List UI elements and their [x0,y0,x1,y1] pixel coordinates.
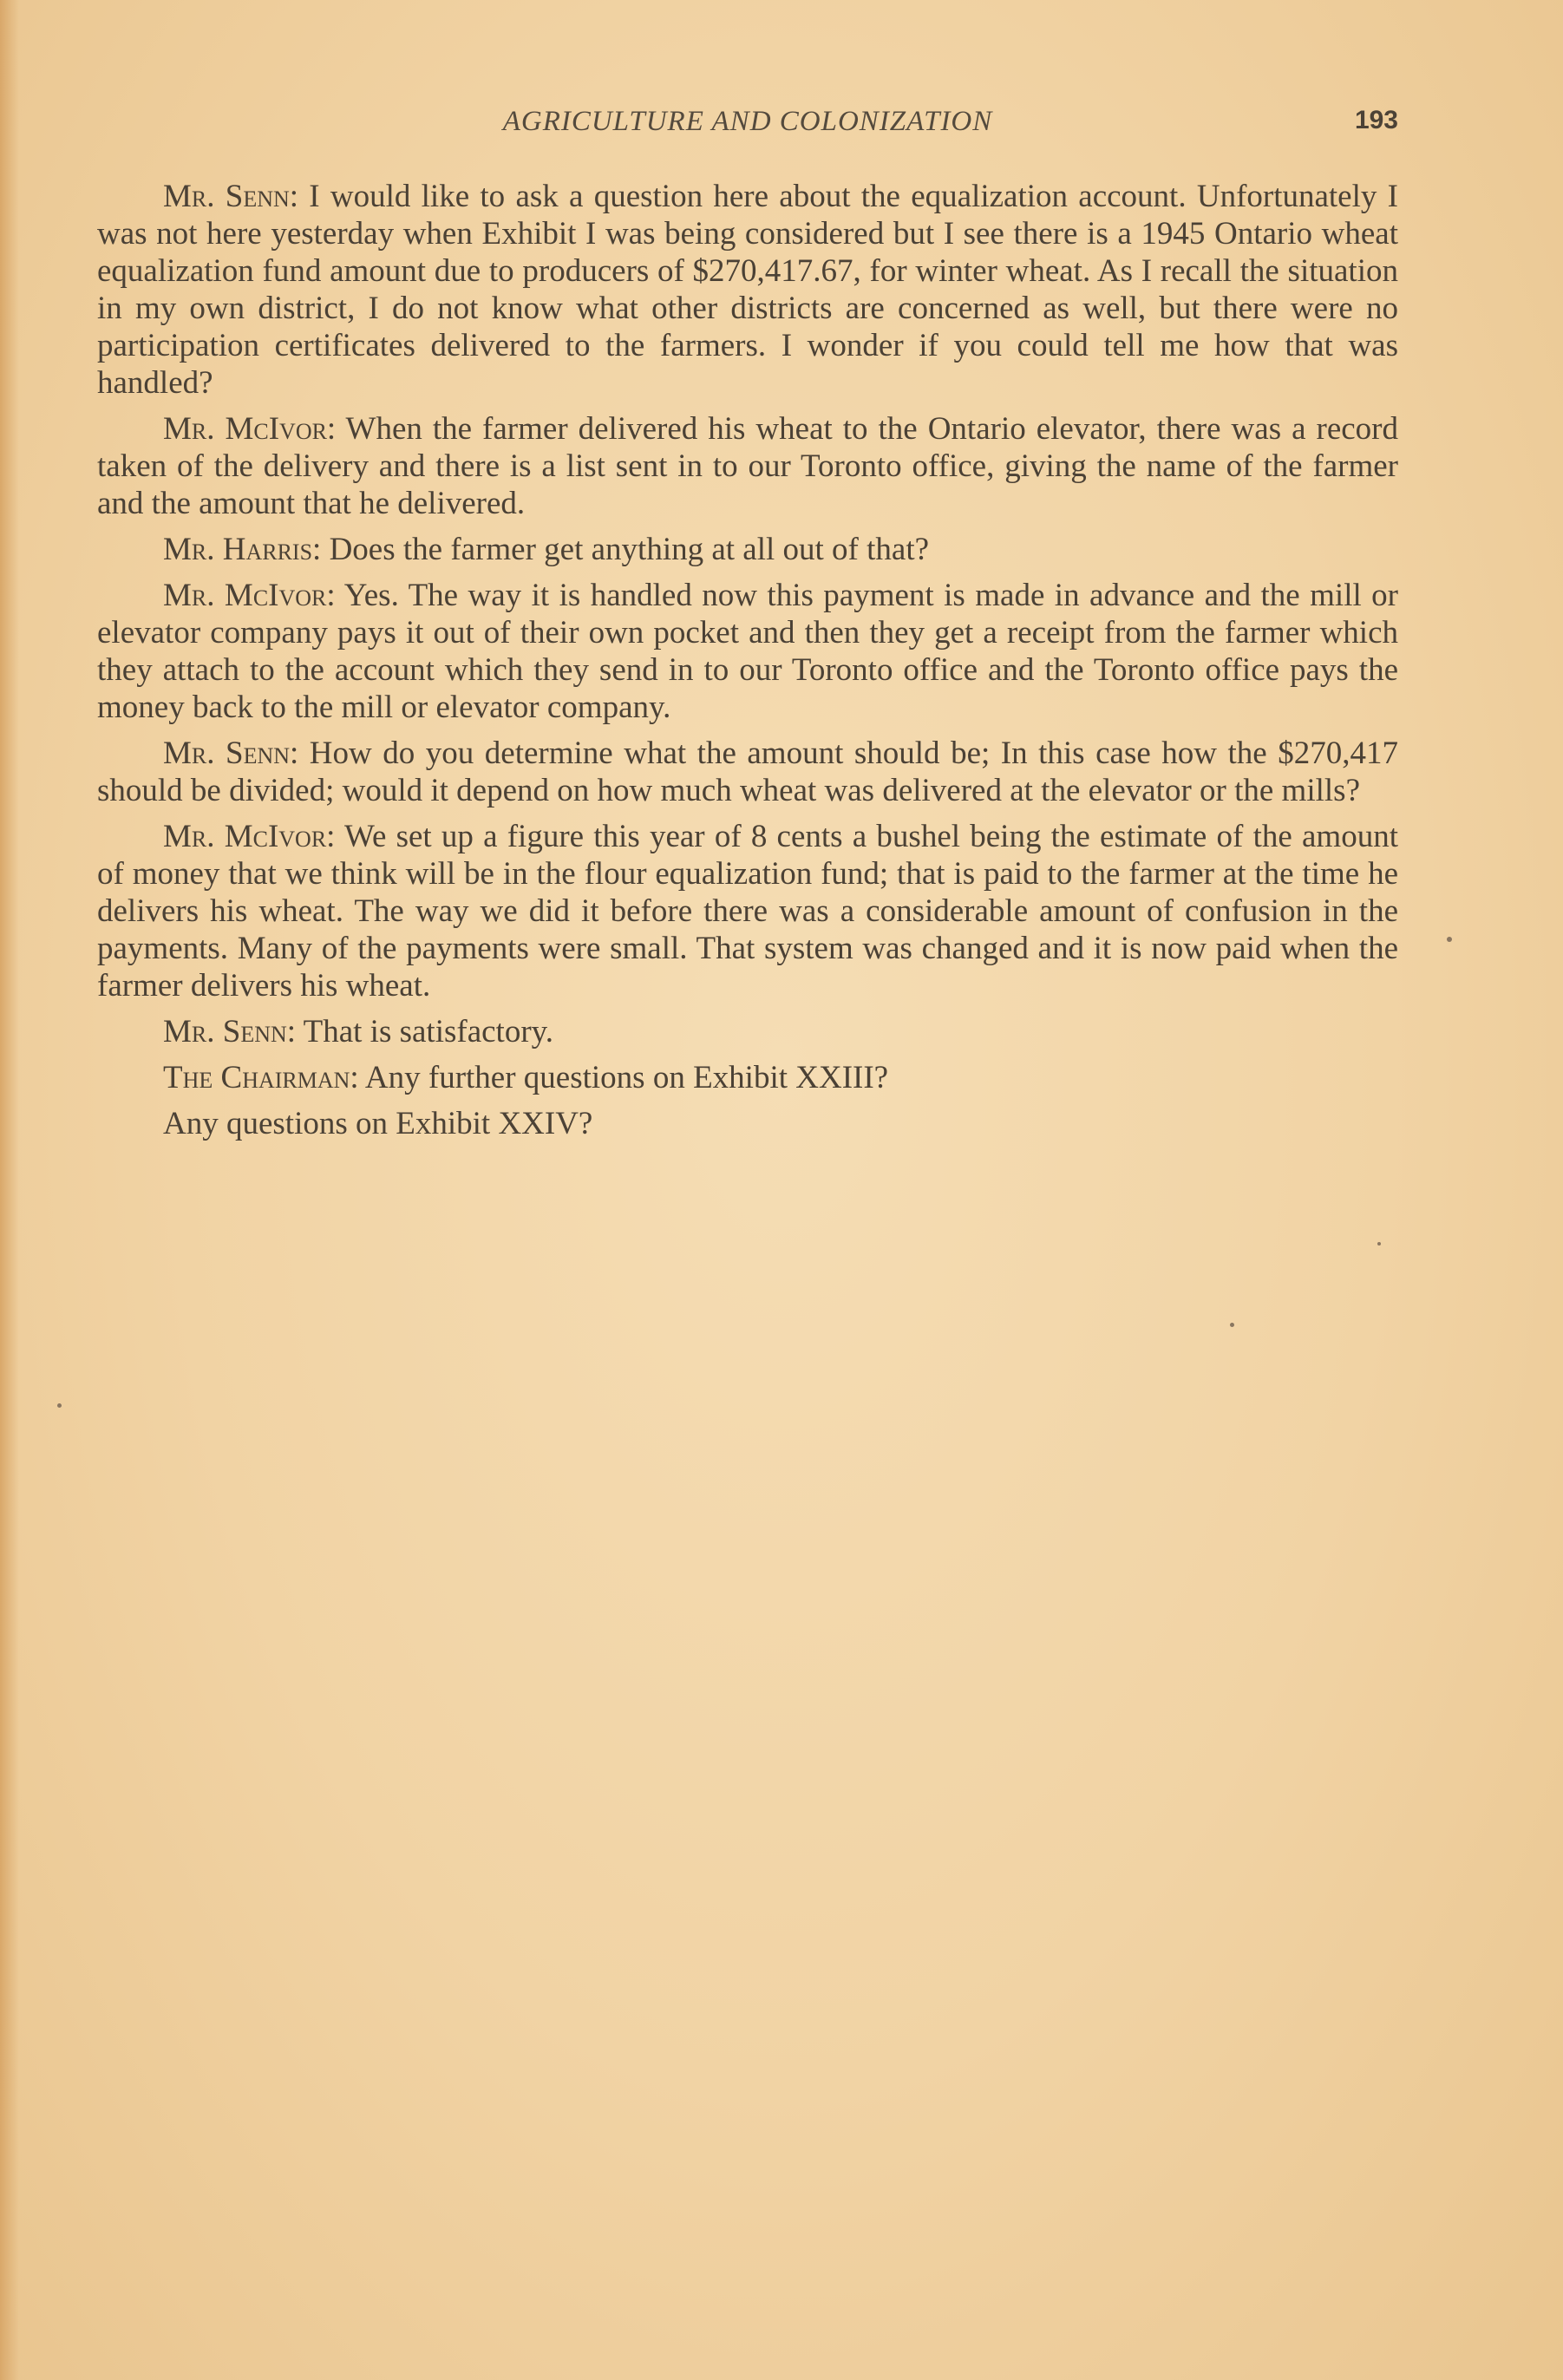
speech-text: When the farmer delivered his wheat to the Ontario elevator, there was a record taken of the delivery and there is a list sent in to our Toronto office, giving the name of the farmer and the amount that he delivered. [97,411,1398,521]
paragraph [97,1013,1398,1050]
running-head: AGRICULTURE AND COLONIZATION [502,106,993,137]
speech-text: Does the farmer get anything at all out of that? [321,532,930,567]
paragraph [97,735,1398,809]
page-number: 193 [1354,106,1398,134]
speech-text: We set up a figure this year of 8 cents a bushel being the estimate of the amount of money that we think will be in the flour equalization fund; that is paid to the farmer at the time he delivers his wheat. The way we did it before there was a considerable amount of confusion in the payments. Many of the payments were small. That system was changed and it is now paid when the farmer delivers his wheat. [97,819,1398,1004]
paragraph [97,531,1398,568]
paragraph [97,1059,1398,1096]
page-header [97,106,1398,149]
paragraph [97,1105,1398,1142]
speech-text: Any further questions on Exhibit XXIII? [358,1060,889,1095]
speaker-name: Mr. Harris: [163,532,322,567]
speech-text: That is satisfactory. [296,1014,554,1049]
speaker-name: The Chairman: [163,1060,359,1095]
speaker-name: Mr. McIvor: [163,411,337,447]
transcript-body [97,178,1398,1151]
paragraph [97,178,1398,402]
paragraph [97,577,1398,726]
paper-speck [1447,937,1452,942]
speech-text: How do you determine what the amount should be; In this case how the $270,417 should be divided; would it depend on how much wheat was delivered at the elevator or the mills? [97,736,1398,808]
speaker-name: Mr. Senn: [163,736,299,771]
speaker-name: Mr. Senn: [163,1014,297,1049]
speech-text: I would like to ask a question here about the equalization account. Unfortunately I was not here yesterday when Exhibit I was being considered but I see there is a 1945 Ontario wheat equalization fund amount due to producers of $270,417.67, for winter wheat. As I recall the situation in my own district, I do not know what other districts are concerned as well, but there were no participation certificates delivered to the farmers. I wonder if you could tell me how that was handled? [97,179,1398,401]
paper-speck [1377,1242,1381,1246]
page-edge-shadow [0,0,19,2380]
paper-speck [57,1403,62,1408]
paper-speck [1230,1323,1234,1327]
speech-text: Yes. The way it is handled now this payment is made in advance and the mill or elevator company pays it out of their own pocket and then they get a receipt from the farmer which they attach to the account which they send in to our Toronto office and the Toronto office pays the money back to the mill or elevator company. [97,578,1399,725]
paragraph [97,410,1398,522]
speaker-name: Mr. McIvor: [163,578,336,613]
speaker-name: Mr. Senn: [163,179,299,214]
paragraph [97,818,1398,1004]
speech-text: Any questions on Exhibit XXIV? [163,1106,593,1141]
speaker-name: Mr. McIvor: [163,819,336,854]
